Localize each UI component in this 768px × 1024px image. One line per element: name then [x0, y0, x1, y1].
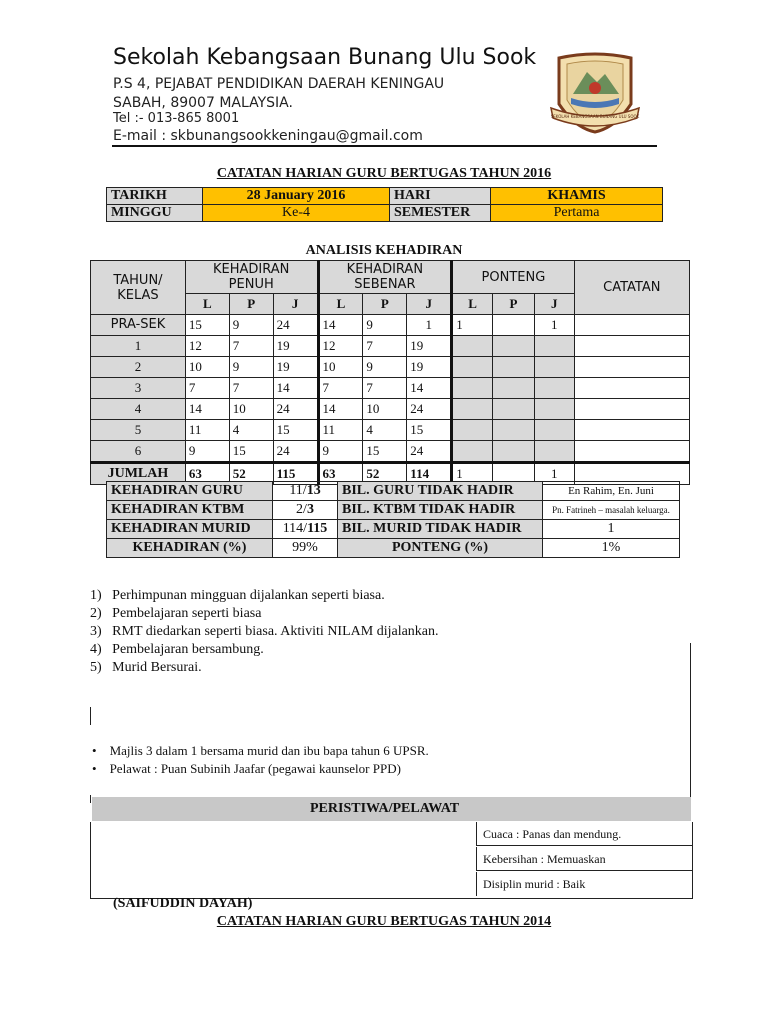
ktbm-tidak-hadir-label: BIL. KTBM TIDAK HADIR	[338, 501, 543, 520]
cell	[534, 420, 574, 441]
cell: 4	[229, 420, 273, 441]
cell: 14	[318, 399, 363, 420]
minggu-label: MINGGU	[107, 205, 203, 222]
info-table	[106, 187, 663, 222]
semester-value: Pertama	[491, 205, 663, 222]
kehadiran-pct-label: KEHADIRAN (%)	[107, 539, 273, 558]
sub-header: J	[273, 294, 318, 315]
bottom-title: CATATAN HARIAN GURU BERTUGAS TAHUN 2014	[216, 914, 552, 929]
frame-line-right	[690, 643, 691, 797]
total-cell: 1	[534, 463, 574, 485]
catatan-cell	[574, 399, 689, 420]
list-item: 5) Murid Bersurai.	[90, 660, 202, 675]
cell: 24	[273, 315, 318, 336]
row-kelas: 1	[91, 336, 186, 357]
school-crest-logo	[545, 48, 645, 136]
address-line-1: P.S 4, PEJABAT PENDIDIKAN DAERAH KENINGAU	[113, 76, 445, 92]
cell: 9	[363, 357, 407, 378]
sub-header: P	[363, 294, 407, 315]
sub-header: P	[493, 294, 535, 315]
cell	[493, 378, 535, 399]
cell: 10	[363, 399, 407, 420]
catatan-cell	[574, 315, 689, 336]
row-kelas: 6	[91, 441, 186, 463]
cell: 9	[185, 441, 229, 463]
table-row	[91, 357, 690, 378]
cell	[534, 357, 574, 378]
cell: 19	[407, 357, 452, 378]
total-cell: 1	[452, 463, 493, 485]
notes-list	[90, 587, 439, 677]
ponteng-pct-label: PONTENG (%)	[338, 539, 543, 558]
murid-tidak-hadir-label: BIL. MURID TIDAK HADIR	[338, 520, 543, 539]
cell: 1	[534, 315, 574, 336]
cell: 11	[318, 420, 363, 441]
kebersihan-cell: Kebersihan : Memuaskan	[476, 847, 692, 871]
list-item: 2) Pembelajaran seperti biasa	[90, 606, 262, 621]
school-name: Sekolah Kebangsaan Bunang Ulu Sook	[113, 45, 537, 70]
tarikh-value: 28 January 2016	[203, 188, 390, 205]
kehadiran-guru-value: 11/13	[273, 482, 338, 501]
cell	[452, 378, 493, 399]
cell: 10	[229, 399, 273, 420]
cell: 4	[363, 420, 407, 441]
cell: 11	[185, 420, 229, 441]
frame-line-left	[90, 707, 91, 725]
disiplin-cell: Disiplin murid : Baik	[476, 872, 692, 896]
catatan-cell	[574, 378, 689, 399]
cell	[493, 336, 535, 357]
cell: 1	[407, 315, 452, 336]
catatan-cell	[574, 420, 689, 441]
catatan-cell	[574, 336, 689, 357]
total-cell: 52	[363, 463, 407, 485]
list-item: • Pelawat : Puan Subinih Jaafar (pegawai kaunselor PPD)	[92, 761, 401, 776]
cell	[452, 336, 493, 357]
sub-header: P	[229, 294, 273, 315]
guru-tidak-hadir-value: En Rahim, En. Juni	[543, 482, 680, 501]
table-row	[91, 420, 690, 441]
peristiwa-label: PERISTIWA/PELAWAT	[310, 801, 460, 816]
cell: 24	[407, 399, 452, 420]
kehadiran-murid-value: 114/115	[273, 520, 338, 539]
total-cell: 115	[273, 463, 318, 485]
frame-line-left-2	[90, 795, 91, 803]
kehadiran-ktbm-value: 2/3	[273, 501, 338, 520]
cell	[534, 441, 574, 463]
ktbm-tidak-hadir-value: Pn. Fatrineh – masalah keluarga.	[543, 501, 680, 520]
cell	[452, 441, 493, 463]
cell: 15	[229, 441, 273, 463]
row-kelas: 2	[91, 357, 186, 378]
header-divider	[112, 145, 657, 147]
sub-header: L	[452, 294, 493, 315]
cell	[493, 420, 535, 441]
col-header-penuh: KEHADIRAN PENUH	[185, 261, 318, 294]
total-cell: 52	[229, 463, 273, 485]
cell: 24	[407, 441, 452, 463]
row-kelas: 4	[91, 399, 186, 420]
cell: 15	[185, 315, 229, 336]
cell: 1	[452, 315, 493, 336]
cell: 7	[363, 336, 407, 357]
cell: 7	[318, 378, 363, 399]
col-header-catatan: CATATAN	[574, 261, 689, 315]
cell: 19	[407, 336, 452, 357]
events-list	[92, 742, 429, 778]
cell	[493, 399, 535, 420]
cell: 7	[363, 378, 407, 399]
cell	[452, 420, 493, 441]
row-kelas: 3	[91, 378, 186, 399]
cell	[493, 357, 535, 378]
cell: 14	[407, 378, 452, 399]
kehadiran-pct-value: 99%	[273, 539, 338, 558]
cell	[452, 399, 493, 420]
cell: 7	[229, 378, 273, 399]
table-row	[91, 441, 690, 463]
total-label: JUMLAH	[91, 463, 186, 485]
table-row	[91, 399, 690, 420]
table-row	[91, 315, 690, 336]
crest-motto-text: SEKOLAH KEBANGSAAN BUNANG ULU SOOK	[550, 114, 640, 119]
tarikh-label: TARIKH	[107, 188, 203, 205]
sub-header: J	[407, 294, 452, 315]
cell: 10	[318, 357, 363, 378]
cell: 9	[318, 441, 363, 463]
semester-label: SEMESTER	[390, 205, 491, 222]
cell: 12	[185, 336, 229, 357]
cell	[534, 399, 574, 420]
cell: 7	[229, 336, 273, 357]
cell	[493, 315, 535, 336]
catatan-cell	[574, 357, 689, 378]
murid-tidak-hadir-value: 1	[543, 520, 680, 539]
cuaca-cell: Cuaca : Panas dan mendung.	[476, 822, 692, 846]
cell: 9	[363, 315, 407, 336]
sub-header: L	[185, 294, 229, 315]
cell: 9	[229, 315, 273, 336]
sub-header: J	[534, 294, 574, 315]
cell: 19	[273, 336, 318, 357]
cell	[534, 378, 574, 399]
cell	[534, 336, 574, 357]
cell: 15	[407, 420, 452, 441]
list-item: 1) Perhimpunan mingguan dijalankan seperti biasa.	[90, 588, 385, 603]
total-cell: 114	[407, 463, 452, 485]
hari-label: HARI	[390, 188, 491, 205]
cell: 7	[185, 378, 229, 399]
cell: 24	[273, 399, 318, 420]
attendance-title: ANALISIS KEHADIRAN	[305, 243, 463, 258]
cell: 24	[273, 441, 318, 463]
total-cell: 63	[185, 463, 229, 485]
signature-name: (SAIFUDDIN DAYAH)	[113, 896, 253, 911]
cell: 14	[318, 315, 363, 336]
summary-table	[106, 481, 680, 558]
list-item: • Majlis 3 dalam 1 bersama murid dan ibu bapa tahun 6 UPSR.	[92, 743, 429, 758]
table-row	[91, 378, 690, 399]
cell: 15	[363, 441, 407, 463]
cell: 19	[273, 357, 318, 378]
list-item: 4) Pembelajaran bersambung.	[90, 642, 264, 657]
col-header-sebenar: KEHADIRAN SEBENAR	[318, 261, 452, 294]
telephone: Tel :- 013-865 8001	[113, 111, 240, 126]
kehadiran-guru-label: KEHADIRAN GURU	[107, 482, 273, 501]
cell: 15	[273, 420, 318, 441]
kehadiran-ktbm-label: KEHADIRAN KTBM	[107, 501, 273, 520]
cell: 12	[318, 336, 363, 357]
guru-tidak-hadir-label: BIL. GURU TIDAK HADIR	[338, 482, 543, 501]
sub-header: L	[318, 294, 363, 315]
catatan-cell	[574, 441, 689, 463]
email: E-mail : skbunangsookkeningau@gmail.com	[113, 128, 423, 144]
hari-value: KHAMIS	[491, 188, 663, 205]
attendance-table	[90, 260, 690, 485]
kehadiran-murid-label: KEHADIRAN MURID	[107, 520, 273, 539]
row-kelas: 5	[91, 420, 186, 441]
cell: 10	[185, 357, 229, 378]
table-row	[91, 336, 690, 357]
cell: 14	[185, 399, 229, 420]
address-line-2: SABAH, 89007 MALAYSIA.	[113, 95, 293, 111]
conditions-box	[90, 822, 693, 899]
row-kelas: PRA-SEK	[91, 315, 186, 336]
col-header-kelas: TAHUN/ KELAS	[91, 261, 186, 315]
list-item: 3) RMT diedarkan seperti biasa. Aktiviti NILAM dijalankan.	[90, 624, 439, 639]
cell	[493, 441, 535, 463]
cell: 9	[229, 357, 273, 378]
report-title: CATATAN HARIAN GURU BERTUGAS TAHUN 2016	[216, 166, 552, 181]
ponteng-pct-value: 1%	[543, 539, 680, 558]
cell: 14	[273, 378, 318, 399]
cell	[452, 357, 493, 378]
total-cell: 63	[318, 463, 363, 485]
col-header-ponteng: PONTENG	[452, 261, 574, 294]
minggu-value: Ke-4	[203, 205, 390, 222]
